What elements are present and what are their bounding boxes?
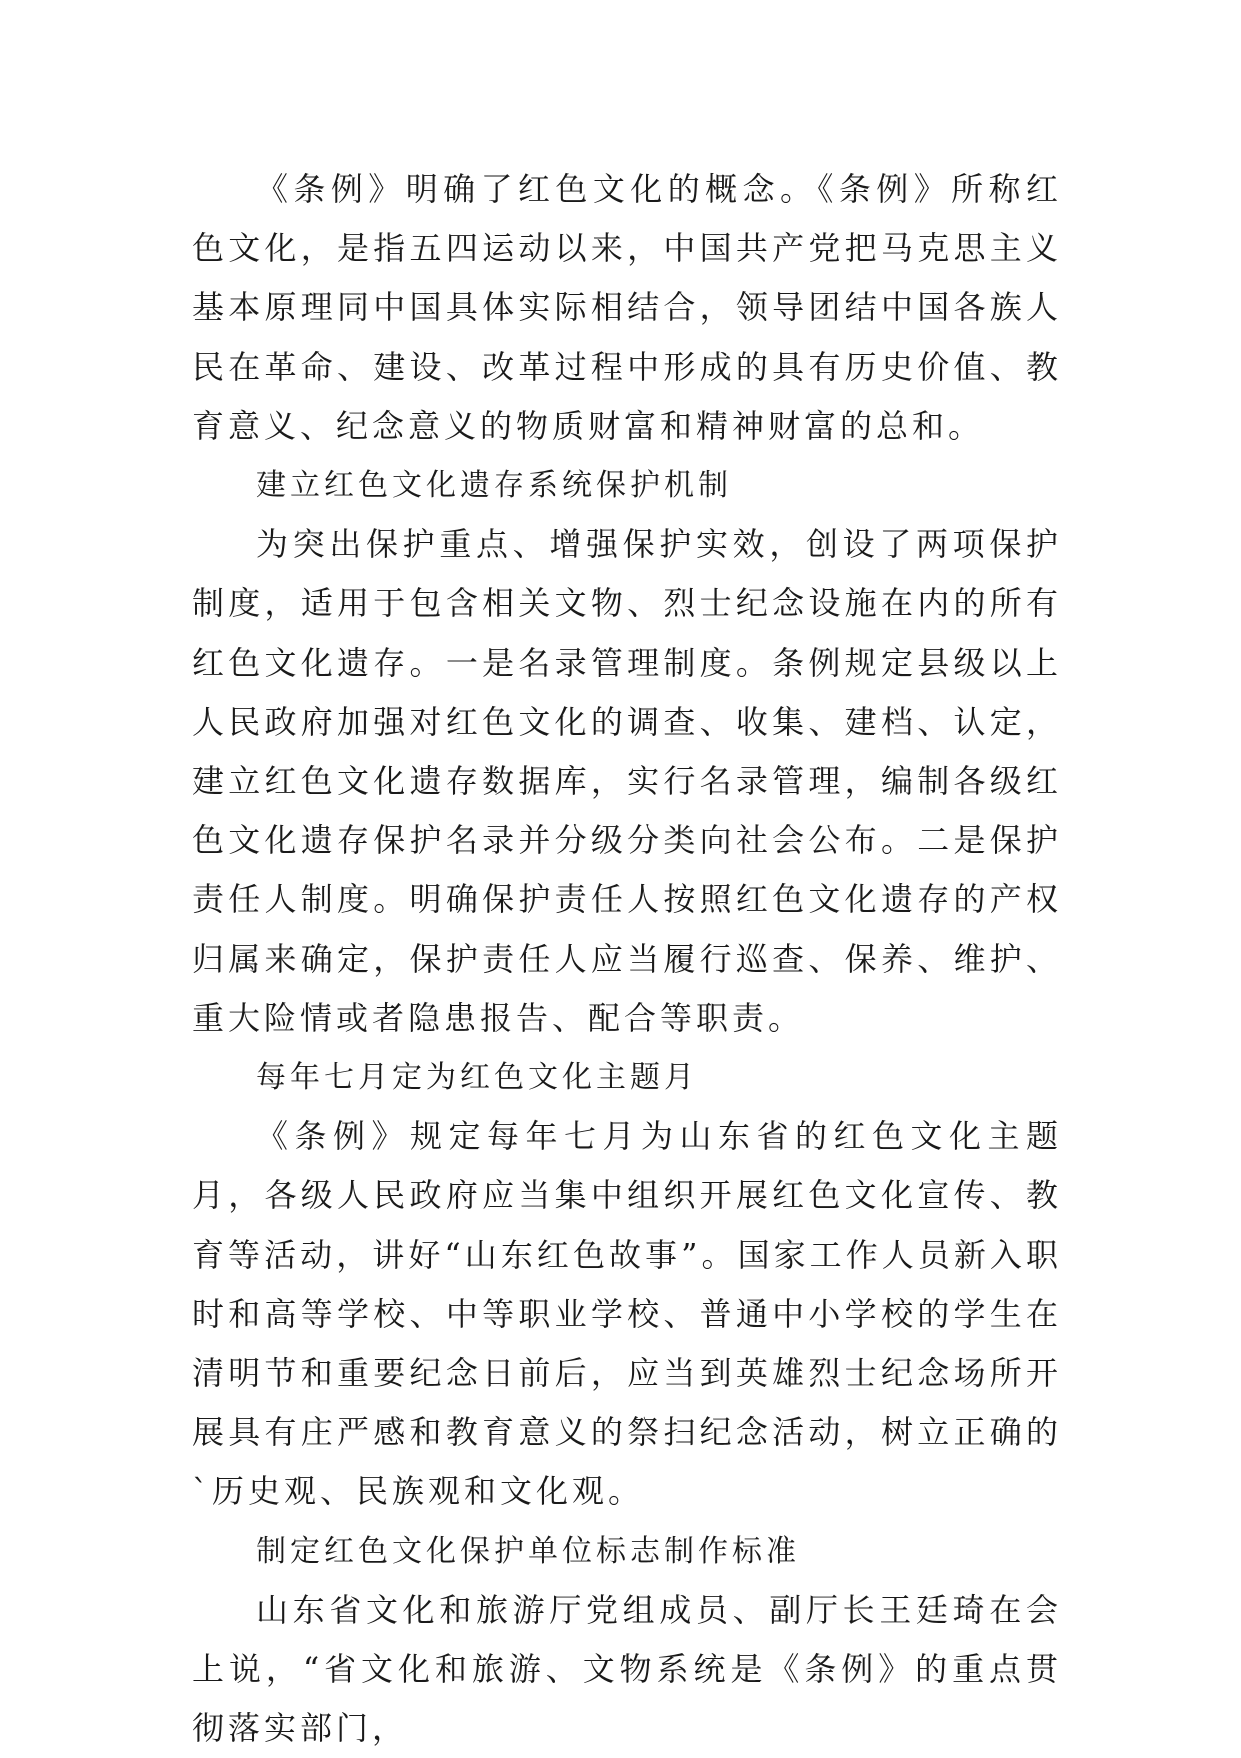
section-heading-theme-month: 每年七月定为红色文化主题月: [256, 1060, 698, 1096]
paragraph-sign-standard: 山东省文化和旅游厅党组成员、副厅长王廷琦在会上说，“省文化和旅游、文物系统是《条例》的重点贯彻落实部门，: [192, 1590, 1062, 1748]
section-heading-sign-standard: 制定红色文化保护单位标志制作标准: [256, 1533, 800, 1569]
paragraph-definition: 《条例》明确了红色文化的概念。《条例》所称红色文化，是指五四运动以来，中国共产党把马克思主义基本原理同中国具体实际相结合，领导团结中国各族人民在革命、建设、改革过程中形成的具有历史价值、教育意义、纪念意义的物质财富和精神财富的总和。: [192, 170, 1062, 445]
paragraph-theme-month: 《条例》规定每年七月为山东省的红色文化主题月，各级人民政府应当集中组织开展红色文化宣传、教育等活动，讲好“山东红色故事”。国家工作人员新入职时和高等学校、中等职业学校、普通中小学校的学生在清明节和重要纪念日前后，应当到英雄烈士纪念场所开展具有庄严感和教育意义的祭扫纪念活动，树立正确的`历史观、民族观和文化观。: [192, 1117, 1062, 1511]
document-body: [192, 160, 1062, 1758]
section-heading-protection-mechanism: 建立红色文化遗存系统保护机制: [256, 468, 732, 504]
paragraph-protection-system: 为突出保护重点、增强保护实效，创设了两项保护制度，适用于包含相关文物、烈士纪念设施在内的所有红色文化遗存。一是名录管理制度。条例规定县级以上人民政府加强对红色文化的调查、收集、建档、认定，建立红色文化遗存数据库，实行名录管理，编制各级红色文化遗存保护名录并分级分类向社会公布。二是保护责任人制度。明确保护责任人按照红色文化遗存的产权归属来确定，保护责任人应当履行巡查、保养、维护、重大险情或者隐患报告、配合等职责。: [192, 525, 1062, 1037]
